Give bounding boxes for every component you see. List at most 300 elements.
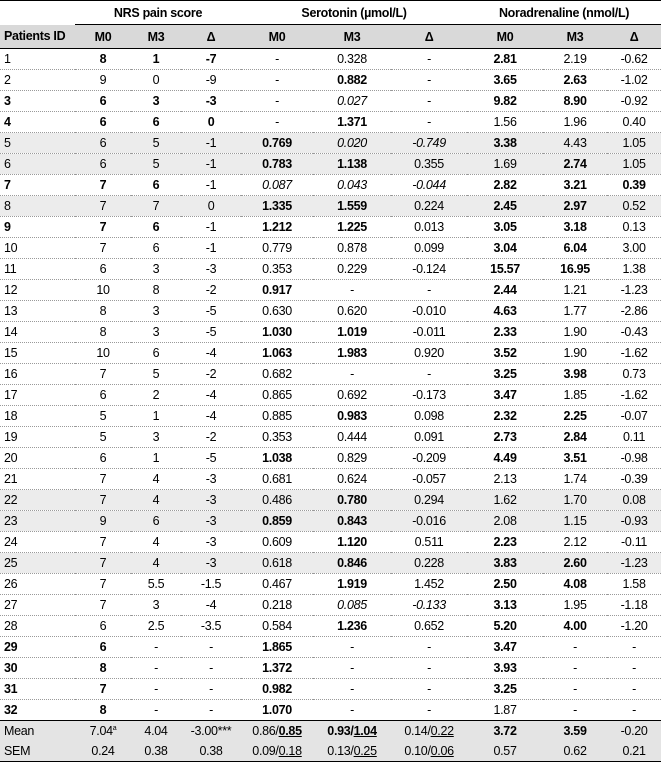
cell-nrs-delta: -3 [181, 469, 241, 490]
cell-patient-id: 29 [0, 637, 75, 658]
column-header-nrs-delta: Δ [181, 25, 241, 49]
cell-patient-id: 23 [0, 511, 75, 532]
cell-nrs-m3: 1 [131, 448, 181, 469]
cell-noradrenaline-m0: 3.38 [467, 133, 543, 154]
cell-serotonin-m3: 1.559 [313, 196, 391, 217]
cell-noradrenaline-delta: -0.39 [607, 469, 661, 490]
cell-noradrenaline-m3: - [543, 700, 607, 721]
table-row [0, 322, 661, 343]
cell-nrs-delta: -1 [181, 133, 241, 154]
cell-noradrenaline-delta: -1.23 [607, 553, 661, 574]
cell-serotonin-m0: - [241, 70, 313, 91]
cell-serotonin-delta: -0.133 [391, 595, 467, 616]
cell-nrs-m0: 7 [75, 364, 131, 385]
cell-noradrenaline-m0: 15.57 [467, 259, 543, 280]
cell-nrs-m3: 6 [131, 217, 181, 238]
cell-nrs-m3: 4 [131, 469, 181, 490]
cell-serotonin-delta: - [391, 658, 467, 679]
cell-noradrenaline-m3: 1.77 [543, 301, 607, 322]
cell-noradrenaline-m3: 1.85 [543, 385, 607, 406]
cell-noradrenaline-m0: 3.83 [467, 553, 543, 574]
cell-serotonin-delta: - [391, 112, 467, 133]
table-row [0, 301, 661, 322]
cell-noradrenaline-m3: 1.90 [543, 343, 607, 364]
cell-serotonin-delta: 0.013 [391, 217, 467, 238]
cell-nrs-m0: 6 [75, 385, 131, 406]
cell-serotonin-m0: 0.353 [241, 259, 313, 280]
cell-serotonin-delta: - [391, 91, 467, 112]
cell-noradrenaline-m0: 3.25 [467, 679, 543, 700]
cell-serotonin-m3: 1.236 [313, 616, 391, 637]
cell-noradrenaline-m3: 4.43 [543, 133, 607, 154]
cell-noradrenaline-m3: 2.25 [543, 406, 607, 427]
cell-serotonin-m3: 1.919 [313, 574, 391, 595]
cell-patient-id: 9 [0, 217, 75, 238]
cell-serotonin-m3: 0.043 [313, 175, 391, 196]
cell-nrs-delta: -9 [181, 70, 241, 91]
sem-serotonin-delta [391, 741, 467, 762]
cell-nrs-m3: 2.5 [131, 616, 181, 637]
cell-nrs-m0: 7 [75, 238, 131, 259]
cell-nrs-m0: 7 [75, 196, 131, 217]
mean-noradrenaline-delta: -0.20 [607, 721, 661, 742]
cell-noradrenaline-delta: -1.18 [607, 595, 661, 616]
column-header-serotonin-m0: M0 [241, 25, 313, 49]
cell-noradrenaline-m0: 3.65 [467, 70, 543, 91]
cell-noradrenaline-m0: 3.47 [467, 637, 543, 658]
cell-serotonin-m0: 1.063 [241, 343, 313, 364]
cell-serotonin-m0: - [241, 91, 313, 112]
table-row [0, 91, 661, 112]
cell-patient-id: 17 [0, 385, 75, 406]
column-header-noradrenaline-m3: M3 [543, 25, 607, 49]
cell-noradrenaline-m3: 2.60 [543, 553, 607, 574]
cell-nrs-m3: 3 [131, 91, 181, 112]
cell-serotonin-delta: 0.652 [391, 616, 467, 637]
table-row [0, 469, 661, 490]
cell-nrs-m0: 7 [75, 175, 131, 196]
cell-noradrenaline-delta: 0.52 [607, 196, 661, 217]
group-header-nrs: NRS pain score [75, 1, 241, 25]
cell-serotonin-m0: 0.353 [241, 427, 313, 448]
cell-nrs-delta: - [181, 637, 241, 658]
cell-nrs-m3: 1 [131, 406, 181, 427]
table-row [0, 175, 661, 196]
cell-nrs-m0: 6 [75, 154, 131, 175]
cell-nrs-m0: 7 [75, 595, 131, 616]
cell-nrs-m3: 5 [131, 154, 181, 175]
mean-nrs-m0-footnote: a [112, 724, 117, 732]
cell-nrs-delta: - [181, 700, 241, 721]
table-row [0, 574, 661, 595]
cell-noradrenaline-delta: -1.62 [607, 343, 661, 364]
column-header-noradrenaline-m0: M0 [467, 25, 543, 49]
cell-noradrenaline-delta: 3.00 [607, 238, 661, 259]
cell-serotonin-m3: 0.620 [313, 301, 391, 322]
cell-patient-id: 25 [0, 553, 75, 574]
mean-serotonin-m0 [241, 721, 313, 742]
cell-noradrenaline-delta: - [607, 637, 661, 658]
cell-serotonin-m0: 0.467 [241, 574, 313, 595]
cell-nrs-m3: 4 [131, 532, 181, 553]
cell-noradrenaline-delta: -0.11 [607, 532, 661, 553]
cell-serotonin-m0: 0.087 [241, 175, 313, 196]
cell-noradrenaline-m0: 3.04 [467, 238, 543, 259]
cell-nrs-m0: 8 [75, 322, 131, 343]
cell-serotonin-m3: - [313, 637, 391, 658]
cell-serotonin-m0: 0.783 [241, 154, 313, 175]
cell-serotonin-m0: 0.618 [241, 553, 313, 574]
table-row [0, 133, 661, 154]
cell-serotonin-delta: -0.173 [391, 385, 467, 406]
cell-noradrenaline-m0: 9.82 [467, 91, 543, 112]
cell-nrs-m3: 6 [131, 343, 181, 364]
mean-serotonin-m3 [313, 721, 391, 742]
cell-nrs-m3: 3 [131, 427, 181, 448]
cell-patient-id: 7 [0, 175, 75, 196]
cell-nrs-m0: 7 [75, 490, 131, 511]
cell-serotonin-delta: 0.224 [391, 196, 467, 217]
cell-serotonin-delta: -0.016 [391, 511, 467, 532]
table-row [0, 700, 661, 721]
cell-noradrenaline-delta: -0.43 [607, 322, 661, 343]
cell-serotonin-m0: 1.865 [241, 637, 313, 658]
cell-nrs-delta: -7 [181, 49, 241, 70]
cell-nrs-m0: 6 [75, 133, 131, 154]
cell-noradrenaline-delta: - [607, 658, 661, 679]
cell-serotonin-m3: 0.843 [313, 511, 391, 532]
sem-noradrenaline-delta: 0.21 [607, 741, 661, 762]
cell-noradrenaline-m3: - [543, 637, 607, 658]
mean-serotonin-delta-subset: 0.22 [430, 724, 454, 738]
cell-serotonin-m3: 0.444 [313, 427, 391, 448]
mean-noradrenaline-m0: 3.72 [467, 721, 543, 742]
sem-serotonin-delta-all: 0.10/ [404, 744, 431, 758]
cell-patient-id: 30 [0, 658, 75, 679]
cell-nrs-delta: -2 [181, 427, 241, 448]
cell-patient-id: 12 [0, 280, 75, 301]
group-header-row [0, 1, 661, 25]
mean-serotonin-m0-subset: 0.85 [278, 724, 302, 738]
cell-patient-id: 10 [0, 238, 75, 259]
cell-noradrenaline-delta: - [607, 700, 661, 721]
cell-patient-id: 18 [0, 406, 75, 427]
cell-nrs-m3: 5 [131, 133, 181, 154]
cell-nrs-delta: -5 [181, 448, 241, 469]
cell-serotonin-m3: 0.020 [313, 133, 391, 154]
cell-noradrenaline-m0: 2.32 [467, 406, 543, 427]
mean-serotonin-delta-all: 0.14/ [404, 724, 431, 738]
cell-nrs-m3: 6 [131, 175, 181, 196]
cell-nrs-m0: 9 [75, 511, 131, 532]
column-header-serotonin-m3: M3 [313, 25, 391, 49]
mean-row [0, 721, 661, 742]
table-row [0, 637, 661, 658]
cell-serotonin-m3: 1.371 [313, 112, 391, 133]
sem-serotonin-m0 [241, 741, 313, 762]
cell-nrs-m0: 7 [75, 217, 131, 238]
cell-serotonin-m0: - [241, 49, 313, 70]
cell-serotonin-m3: 0.878 [313, 238, 391, 259]
cell-nrs-m0: 5 [75, 406, 131, 427]
cell-nrs-m3: 4 [131, 490, 181, 511]
cell-serotonin-delta: - [391, 700, 467, 721]
table-row [0, 112, 661, 133]
cell-noradrenaline-m0: 3.52 [467, 343, 543, 364]
table-row [0, 217, 661, 238]
cell-serotonin-m3: 1.983 [313, 343, 391, 364]
cell-noradrenaline-m3: 3.21 [543, 175, 607, 196]
cell-noradrenaline-delta: -1.02 [607, 70, 661, 91]
cell-noradrenaline-m0: 3.05 [467, 217, 543, 238]
cell-serotonin-m0: 0.885 [241, 406, 313, 427]
cell-serotonin-delta: -0.124 [391, 259, 467, 280]
table-row [0, 616, 661, 637]
cell-serotonin-m3: - [313, 700, 391, 721]
table-row [0, 511, 661, 532]
table-row [0, 553, 661, 574]
cell-nrs-delta: -1.5 [181, 574, 241, 595]
cell-noradrenaline-m3: 1.74 [543, 469, 607, 490]
cell-serotonin-m3: - [313, 364, 391, 385]
cell-noradrenaline-m0: 1.69 [467, 154, 543, 175]
mean-nrs-m0 [75, 721, 131, 742]
cell-nrs-delta: 0 [181, 196, 241, 217]
table-row [0, 343, 661, 364]
group-header-serotonin: Serotonin (µmol/L) [241, 1, 467, 25]
cell-serotonin-m3: - [313, 658, 391, 679]
mean-serotonin-m3-all: 0.93/ [327, 724, 354, 738]
cell-noradrenaline-m0: 2.73 [467, 427, 543, 448]
cell-patient-id: 4 [0, 112, 75, 133]
cell-serotonin-m3: 0.846 [313, 553, 391, 574]
table-row [0, 679, 661, 700]
cell-serotonin-m0: 0.859 [241, 511, 313, 532]
cell-serotonin-delta: 0.099 [391, 238, 467, 259]
cell-nrs-m3: 3 [131, 259, 181, 280]
cell-noradrenaline-delta: -2.86 [607, 301, 661, 322]
cell-serotonin-delta: - [391, 280, 467, 301]
cell-nrs-delta: -3.5 [181, 616, 241, 637]
sem-serotonin-m3 [313, 741, 391, 762]
sem-label: SEM [0, 741, 75, 762]
cell-noradrenaline-m0: 2.08 [467, 511, 543, 532]
cell-nrs-m0: 9 [75, 70, 131, 91]
sem-serotonin-m3-subset: 0.25 [353, 744, 377, 758]
cell-noradrenaline-m0: 1.87 [467, 700, 543, 721]
cell-serotonin-m0: 0.982 [241, 679, 313, 700]
cell-noradrenaline-delta: -1.62 [607, 385, 661, 406]
sem-serotonin-m0-subset: 0.18 [278, 744, 302, 758]
cell-nrs-m0: 6 [75, 448, 131, 469]
cell-noradrenaline-m3: 3.51 [543, 448, 607, 469]
cell-noradrenaline-delta: 1.38 [607, 259, 661, 280]
cell-noradrenaline-delta: 0.08 [607, 490, 661, 511]
cell-noradrenaline-delta: -0.93 [607, 511, 661, 532]
column-header-row [0, 25, 661, 49]
cell-serotonin-m0: 1.335 [241, 196, 313, 217]
cell-serotonin-m3: 0.027 [313, 91, 391, 112]
cell-nrs-delta: -3 [181, 553, 241, 574]
cell-noradrenaline-m3: 4.00 [543, 616, 607, 637]
cell-serotonin-m0: 0.769 [241, 133, 313, 154]
table-row [0, 70, 661, 91]
cell-serotonin-m0: 0.681 [241, 469, 313, 490]
sem-noradrenaline-m0: 0.57 [467, 741, 543, 762]
cell-serotonin-m0: - [241, 112, 313, 133]
cell-nrs-m3: 4 [131, 553, 181, 574]
cell-serotonin-m3: 1.225 [313, 217, 391, 238]
cell-nrs-m3: 8 [131, 280, 181, 301]
cell-patient-id: 22 [0, 490, 75, 511]
cell-noradrenaline-delta: - [607, 679, 661, 700]
cell-noradrenaline-m3: 1.90 [543, 322, 607, 343]
cell-nrs-m3: - [131, 658, 181, 679]
cell-patient-id: 28 [0, 616, 75, 637]
mean-noradrenaline-m3: 3.59 [543, 721, 607, 742]
table-row [0, 595, 661, 616]
cell-nrs-m3: 2 [131, 385, 181, 406]
cell-noradrenaline-m3: 1.21 [543, 280, 607, 301]
mean-label: Mean [0, 721, 75, 742]
cell-patient-id: 5 [0, 133, 75, 154]
cell-serotonin-m3: 1.138 [313, 154, 391, 175]
cell-noradrenaline-m0: 2.50 [467, 574, 543, 595]
cell-patient-id: 8 [0, 196, 75, 217]
mean-nrs-m0-value: 7.04 [89, 724, 113, 738]
cell-serotonin-m3: 0.882 [313, 70, 391, 91]
cell-nrs-delta: -5 [181, 322, 241, 343]
cell-patient-id: 16 [0, 364, 75, 385]
cell-noradrenaline-delta: -0.07 [607, 406, 661, 427]
cell-serotonin-delta: -0.010 [391, 301, 467, 322]
cell-noradrenaline-m3: 1.15 [543, 511, 607, 532]
cell-serotonin-m0: 1.030 [241, 322, 313, 343]
column-header-nrs-m3: M3 [131, 25, 181, 49]
sem-serotonin-m0-all: 0.09/ [252, 744, 279, 758]
cell-nrs-m0: 7 [75, 574, 131, 595]
cell-serotonin-m0: 0.486 [241, 490, 313, 511]
cell-patient-id: 15 [0, 343, 75, 364]
cell-noradrenaline-m0: 3.93 [467, 658, 543, 679]
cell-patient-id: 27 [0, 595, 75, 616]
cell-serotonin-delta: 0.091 [391, 427, 467, 448]
cell-nrs-m3: - [131, 700, 181, 721]
cell-nrs-delta: -4 [181, 343, 241, 364]
cell-nrs-m3: 3 [131, 322, 181, 343]
cell-serotonin-delta: -0.057 [391, 469, 467, 490]
cell-serotonin-m3: 1.120 [313, 532, 391, 553]
cell-noradrenaline-m3: - [543, 679, 607, 700]
cell-noradrenaline-delta: 1.05 [607, 133, 661, 154]
cell-noradrenaline-m3: 6.04 [543, 238, 607, 259]
cell-serotonin-delta: 0.098 [391, 406, 467, 427]
table-row [0, 154, 661, 175]
cell-serotonin-delta: - [391, 70, 467, 91]
cell-serotonin-delta: -0.209 [391, 448, 467, 469]
cell-patient-id: 2 [0, 70, 75, 91]
cell-patient-id: 3 [0, 91, 75, 112]
cell-nrs-m0: 6 [75, 637, 131, 658]
cell-noradrenaline-delta: 1.58 [607, 574, 661, 595]
cell-serotonin-delta: -0.011 [391, 322, 467, 343]
cell-serotonin-m3: 0.983 [313, 406, 391, 427]
cell-patient-id: 19 [0, 427, 75, 448]
cell-nrs-delta: -4 [181, 385, 241, 406]
cell-serotonin-delta: - [391, 637, 467, 658]
cell-serotonin-delta: -0.044 [391, 175, 467, 196]
cell-noradrenaline-delta: 0.40 [607, 112, 661, 133]
sem-row [0, 741, 661, 762]
cell-nrs-m0: 7 [75, 532, 131, 553]
cell-noradrenaline-m3: 2.63 [543, 70, 607, 91]
cell-patient-id: 14 [0, 322, 75, 343]
cell-serotonin-delta: - [391, 364, 467, 385]
cell-noradrenaline-m0: 2.82 [467, 175, 543, 196]
cell-serotonin-m3: 0.328 [313, 49, 391, 70]
cell-noradrenaline-delta: -0.62 [607, 49, 661, 70]
cell-nrs-m3: 5 [131, 364, 181, 385]
cell-noradrenaline-m3: 1.70 [543, 490, 607, 511]
cell-nrs-delta: - [181, 658, 241, 679]
cell-nrs-delta: -3 [181, 511, 241, 532]
mean-serotonin-delta [391, 721, 467, 742]
table-row [0, 658, 661, 679]
cell-nrs-m0: 7 [75, 679, 131, 700]
cell-noradrenaline-m3: 2.97 [543, 196, 607, 217]
cell-nrs-m0: 10 [75, 343, 131, 364]
table-row [0, 364, 661, 385]
cell-noradrenaline-delta: -1.20 [607, 616, 661, 637]
cell-serotonin-m0: 0.865 [241, 385, 313, 406]
cell-noradrenaline-m0: 5.20 [467, 616, 543, 637]
cell-nrs-delta: -5 [181, 301, 241, 322]
table-row [0, 49, 661, 70]
cell-patient-id: 21 [0, 469, 75, 490]
cell-noradrenaline-m0: 2.45 [467, 196, 543, 217]
cell-noradrenaline-m0: 2.23 [467, 532, 543, 553]
cell-serotonin-m3: - [313, 280, 391, 301]
table-row [0, 427, 661, 448]
table-row [0, 196, 661, 217]
cell-noradrenaline-m3: 4.08 [543, 574, 607, 595]
cell-noradrenaline-m3: 1.96 [543, 112, 607, 133]
cell-noradrenaline-m3: 16.95 [543, 259, 607, 280]
cell-serotonin-delta: 0.920 [391, 343, 467, 364]
cell-noradrenaline-m3: 1.95 [543, 595, 607, 616]
table-row [0, 238, 661, 259]
cell-serotonin-m0: 1.212 [241, 217, 313, 238]
cell-nrs-delta: -1 [181, 154, 241, 175]
cell-patient-id: 13 [0, 301, 75, 322]
cell-serotonin-delta: 0.355 [391, 154, 467, 175]
cell-noradrenaline-delta: 0.39 [607, 175, 661, 196]
cell-nrs-m3: 6 [131, 112, 181, 133]
mean-serotonin-m0-all: 0.86/ [252, 724, 279, 738]
sem-nrs-m3: 0.38 [131, 741, 181, 762]
table-row [0, 280, 661, 301]
cell-serotonin-m0: 0.630 [241, 301, 313, 322]
cell-nrs-delta: 0 [181, 112, 241, 133]
cell-noradrenaline-m0: 4.49 [467, 448, 543, 469]
cell-noradrenaline-delta: 0.11 [607, 427, 661, 448]
mean-nrs-delta: -3.00*** [181, 721, 241, 742]
cell-noradrenaline-m0: 3.13 [467, 595, 543, 616]
cell-nrs-m0: 5 [75, 427, 131, 448]
cell-serotonin-m3: 0.229 [313, 259, 391, 280]
cell-noradrenaline-m3: 3.18 [543, 217, 607, 238]
cell-noradrenaline-m0: 3.47 [467, 385, 543, 406]
